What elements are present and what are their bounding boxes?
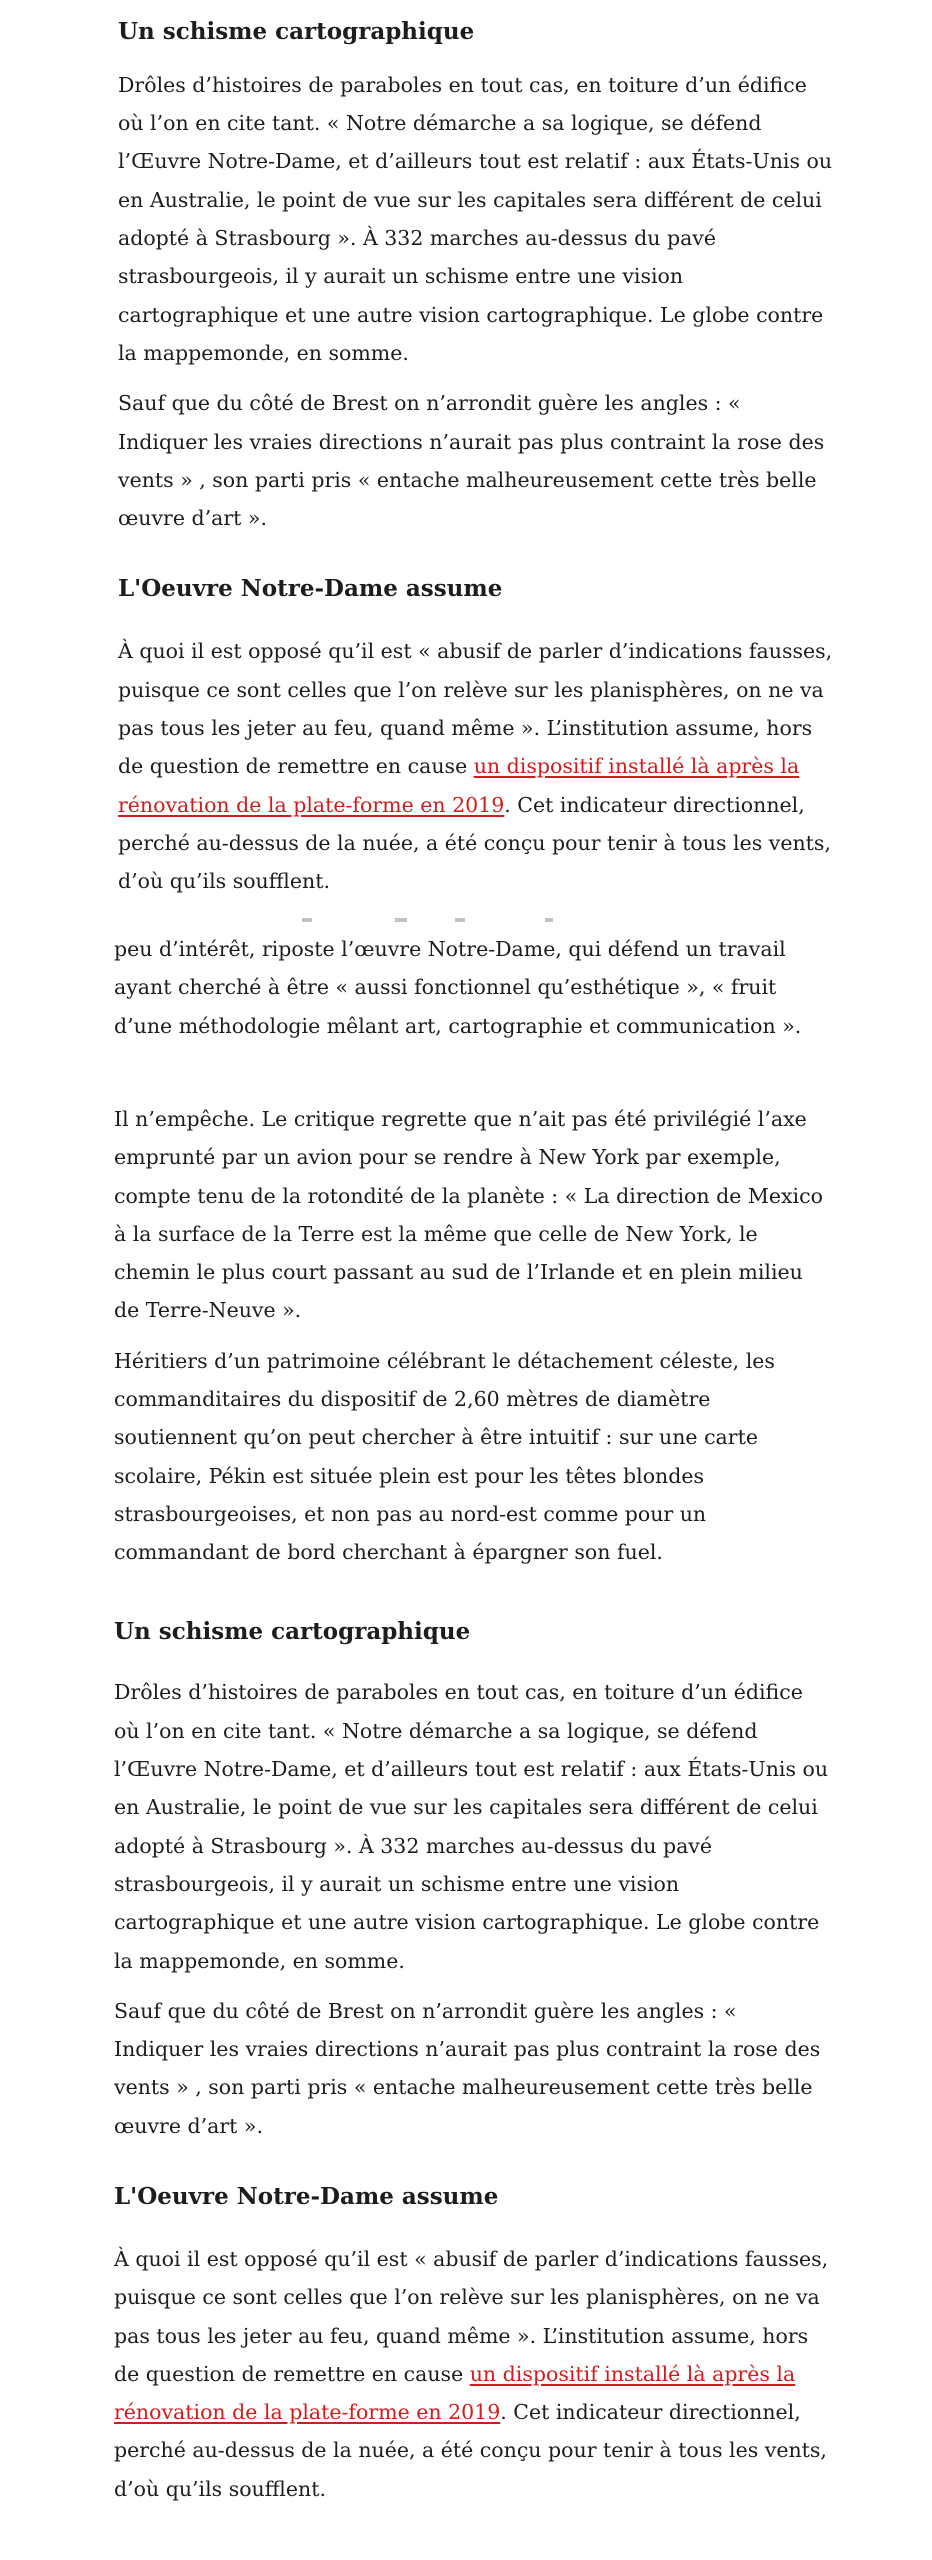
paragraph-paraboles: Drôles d’histoires de paraboles en tout cas, en toiture d’un édifice où l’on en cite tant. « Notre démarche a sa logique, se défend l’Œuvre Notre-Dame, et d’ailleurs tout est relatif : aux États-Unis ou en Australie, le point de vue sur les capitales sera différent de celui adopté à Strasbourg ». À 332 marches au-dessus du pavé strasbourgeois, il y aurait un schisme entre une vision cartographique et une autre vision cartographique. Le globe contre la mappemonde, en somme.	[118, 72, 833, 365]
paragraph-text-after-link: . Cet indicateur directionnel, perché au-dessus de la nuée, a été conçu pour tenir à tous les vents, d’où qu’ils soufflent.	[118, 792, 831, 894]
paragraph-abusif-repeat	[114, 2240, 829, 2508]
section-heading-assume-repeat: L'Oeuvre Notre-Dame assume	[114, 2183, 499, 2211]
paragraph-new-york: Il n’empêche. Le critique regrette que n’ait pas été privilégié l’axe emprunté par un avion pour se rendre à New York par exemple, compte tenu de la rotondité de la planète : « La direction de Mexico à la surface de la Terre est la même que celle de New York, le chemin le plus court passant au sud de l’Irlande et en plein milieu de Terre-Neuve ».	[114, 1107, 823, 1323]
paragraph-abusif	[118, 632, 833, 900]
article-block-fragment	[114, 930, 829, 1045]
paragraph-paraboles-repeat: Drôles d’histoires de paraboles en tout cas, en toiture d’un édifice où l’on en cite tant. « Notre démarche a sa logique, se défend l’Œuvre Notre-Dame, et d’ailleurs tout est relatif : aux États-Unis ou en Australie, le point de vue sur les capitales sera différent de celui adopté à Strasbourg ». À 332 marches au-dessus du pavé strasbourgeois, il y aurait un schisme entre une vision cartographique et une autre vision cartographique. Le globe contre la mappemonde, en somme.	[114, 1680, 829, 1973]
paragraph-riposte: peu d’intérêt, riposte l’œuvre Notre-Dame, qui défend un travail ayant cherché à être « aussi fonctionnel qu’esthétique », « fruit d’une méthodologie mêlant art, cartographie et communication ».	[114, 937, 802, 1038]
paragraph-brest-repeat: Sauf que du côté de Brest on n’arrondit guère les angles : « Indiquer les vraies directions n’aurait pas plus contraint la rose des vents » , son parti pris « entache malheureusement cette très belle œuvre d’art ».	[114, 1998, 821, 2138]
clipped-text-fragment	[290, 918, 590, 924]
section-heading-schisme: Un schisme cartographique	[118, 18, 475, 45]
paragraph-heritiers: Héritiers d’un patrimoine célébrant le détachement céleste, les commanditaires du dispositif de 2,60 mètres de diamètre soutiennent qu’on peut chercher à être intuitif : sur une carte scolaire, Pékin est située plein est pour les têtes blondes strasbourgeoises, et non pas au nord-est comme pour un commandant de bord cherchant à épargner son fuel.	[114, 1348, 775, 1565]
paragraph-brest: Sauf que du côté de Brest on n’arrondit guère les angles : « Indiquer les vraies directions n’aurait pas plus contraint la rose des vents » , son parti pris « entache malheureusement cette très belle œuvre d’art ».	[118, 391, 825, 531]
section-heading-schisme-repeat: Un schisme cartographique	[114, 1617, 471, 1645]
article-block-bottom	[114, 1100, 829, 2508]
article-block-top	[118, 0, 833, 900]
article-link-dispositif[interactable]: un dispositif installé là après la rénovation de la plate-forme en 2019	[118, 754, 800, 817]
paragraph-text-before-link: À quoi il est opposé qu’il est « abusif de parler d’indications fausses, puisque ce sont celles que l’on relève sur les planisphères, on ne va pas tous les jeter au feu, quand même ». L’institution assume, hors de question de remettre en cause	[118, 639, 833, 779]
paragraph-text-before-link: À quoi il est opposé qu’il est « abusif de parler d’indications fausses, puisque ce sont celles que l’on relève sur les planisphères, on ne va pas tous les jeter au feu, quand même ». L’institution assume, hors de question de remettre en cause	[114, 2246, 829, 2386]
section-heading-assume: L'Oeuvre Notre-Dame assume	[118, 575, 503, 603]
paragraph-text-after-link: . Cet indicateur directionnel, perché au-dessus de la nuée, a été conçu pour tenir à tous les vents, d’où qu’ils soufflent.	[114, 2400, 827, 2501]
article-link-dispositif-repeat[interactable]: un dispositif installé là après la rénovation de la plate-forme en 2019	[114, 2361, 796, 2425]
